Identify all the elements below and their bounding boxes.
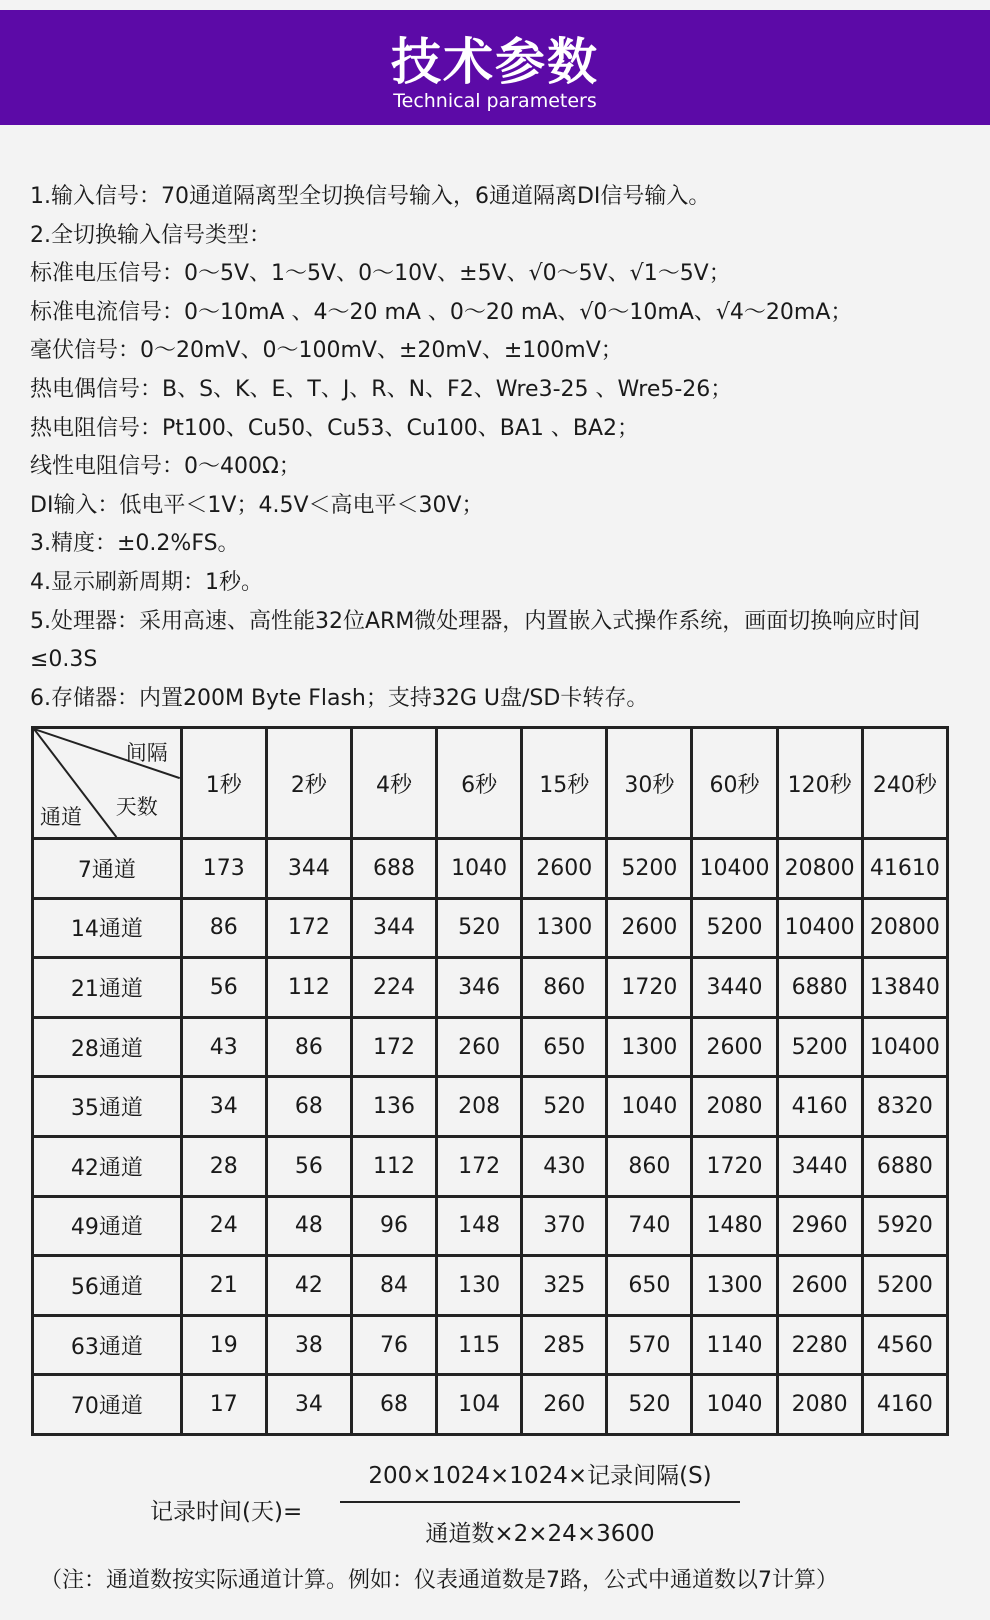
table-row <box>33 958 948 1018</box>
table-cell: 96 <box>351 1196 436 1256</box>
table-cell: 5200 <box>607 839 692 899</box>
spec-line: DI输入：低电平＜1V；4.5V＜高电平＜30V； <box>30 492 484 518</box>
spec-line: 标准电流信号：0～10mA 、4～20 mA 、0～20 mA、√0～10mA、√4～20mA； <box>30 299 853 325</box>
table-cell: 6880 <box>862 1136 947 1196</box>
row-label: 49通道 <box>33 1196 182 1256</box>
column-header: 60秒 <box>692 728 777 839</box>
spec-list <box>30 178 960 718</box>
spec-line: 4.显示刷新周期：1秒。 <box>30 569 263 595</box>
column-header: 6秒 <box>437 728 522 839</box>
table-cell: 10400 <box>777 898 862 958</box>
formula-numerator: 200×1024×1024×记录间隔(S) <box>368 1463 712 1489</box>
row-label: 28通道 <box>33 1017 182 1077</box>
table-cell: 370 <box>522 1196 607 1256</box>
table-cell: 24 <box>181 1196 266 1256</box>
column-header: 30秒 <box>607 728 692 839</box>
table-cell: 1300 <box>692 1256 777 1316</box>
table-cell: 1480 <box>692 1196 777 1256</box>
column-header: 1秒 <box>181 728 266 839</box>
table-row <box>33 898 948 958</box>
table-cell: 1720 <box>692 1136 777 1196</box>
table-cell: 148 <box>437 1196 522 1256</box>
table-cell: 48 <box>266 1196 351 1256</box>
table-cell: 5920 <box>862 1196 947 1256</box>
spec-line: 3.精度：±0.2%FS。 <box>30 531 240 557</box>
table-cell: 2280 <box>777 1315 862 1375</box>
table-cell: 1040 <box>607 1077 692 1137</box>
table-cell: 4560 <box>862 1315 947 1375</box>
table-cell: 10400 <box>692 839 777 899</box>
table-cell: 21 <box>181 1256 266 1316</box>
table-cell: 260 <box>522 1375 607 1435</box>
table-cell: 136 <box>351 1077 436 1137</box>
row-label: 14通道 <box>33 898 182 958</box>
footnote: （注：通道数按实际通道计算。例如：仪表通道数是7路，公式中通道数以7计算） <box>40 1568 838 1593</box>
table-cell: 430 <box>522 1136 607 1196</box>
table-cell: 172 <box>437 1136 522 1196</box>
table-cell: 84 <box>351 1256 436 1316</box>
table-cell: 224 <box>351 958 436 1018</box>
table-cell: 860 <box>522 958 607 1018</box>
row-label: 56通道 <box>33 1256 182 1316</box>
table-cell: 112 <box>351 1136 436 1196</box>
table-cell: 2600 <box>522 839 607 899</box>
spec-line: 热电偶信号：B、S、K、E、T、J、R、N、F2、Wre3-25 、Wre5-26； <box>30 376 733 402</box>
header-banner <box>0 10 990 125</box>
table-cell: 2600 <box>777 1256 862 1316</box>
table-row <box>33 1375 948 1435</box>
table-cell: 19 <box>181 1315 266 1375</box>
table-row <box>33 1136 948 1196</box>
corner-interval-label: 间隔 <box>125 741 168 765</box>
table-cell: 4160 <box>862 1375 947 1435</box>
table-cell: 17 <box>181 1375 266 1435</box>
column-header: 4秒 <box>351 728 436 839</box>
table-cell: 130 <box>437 1256 522 1316</box>
table-cell: 1720 <box>607 958 692 1018</box>
spec-line: 5.处理器：采用高速、高性能32位ARM微处理器，内置嵌入式操作系统，画面切换响应时间≤0.3S <box>30 608 921 673</box>
table-cell: 344 <box>351 898 436 958</box>
table-cell: 520 <box>437 898 522 958</box>
table-row <box>33 1017 948 1077</box>
column-header: 120秒 <box>777 728 862 839</box>
table-row <box>33 1315 948 1375</box>
formula-denominator: 通道数×2×24×3600 <box>425 1521 655 1547</box>
column-header: 15秒 <box>522 728 607 839</box>
row-label: 70通道 <box>33 1375 182 1435</box>
table-cell: 43 <box>181 1017 266 1077</box>
table-cell: 1140 <box>692 1315 777 1375</box>
table-cell: 20800 <box>777 839 862 899</box>
table-cell: 20800 <box>862 898 947 958</box>
table-cell: 260 <box>437 1017 522 1077</box>
table-cell: 688 <box>351 839 436 899</box>
table-cell: 1300 <box>522 898 607 958</box>
table-row <box>33 1196 948 1256</box>
table-cell: 2080 <box>777 1375 862 1435</box>
table-cell: 34 <box>266 1375 351 1435</box>
table-cell: 172 <box>351 1017 436 1077</box>
table-cell: 3440 <box>692 958 777 1018</box>
table-cell: 42 <box>266 1256 351 1316</box>
table-cell: 172 <box>266 898 351 958</box>
table-cell: 41610 <box>862 839 947 899</box>
spec-line: 2.全切换输入信号类型： <box>30 222 271 248</box>
table-cell: 38 <box>266 1315 351 1375</box>
table-cell: 1040 <box>437 839 522 899</box>
page-subtitle: Technical parameters <box>393 90 597 112</box>
table-cell: 28 <box>181 1136 266 1196</box>
table-cell: 86 <box>181 898 266 958</box>
table-cell: 346 <box>437 958 522 1018</box>
row-label: 63通道 <box>33 1315 182 1375</box>
row-label: 42通道 <box>33 1136 182 1196</box>
table-cell: 520 <box>607 1375 692 1435</box>
table-cell: 344 <box>266 839 351 899</box>
table-cell: 8320 <box>862 1077 947 1137</box>
fraction-bar <box>340 1501 740 1503</box>
spec-line: 线性电阻信号：0～400Ω； <box>30 454 301 480</box>
table-cell: 1300 <box>607 1017 692 1077</box>
table-row <box>33 839 948 899</box>
corner-channel-label: 通道 <box>40 805 82 830</box>
table-cell: 173 <box>181 839 266 899</box>
spec-line: 热电阻信号：Pt100、Cu50、Cu53、Cu100、BA1 、BA2； <box>30 415 640 441</box>
table-cell: 6880 <box>777 958 862 1018</box>
table-cell: 5200 <box>692 898 777 958</box>
table-row <box>33 1256 948 1316</box>
table-cell: 5200 <box>862 1256 947 1316</box>
record-time-formula <box>150 1455 750 1565</box>
row-label: 35通道 <box>33 1077 182 1137</box>
table-cell: 2080 <box>692 1077 777 1137</box>
table-cell: 34 <box>181 1077 266 1137</box>
page-title: 技术参数 <box>391 33 599 91</box>
table-cell: 115 <box>437 1315 522 1375</box>
column-header: 240秒 <box>862 728 947 839</box>
formula-lhs: 记录时间(天)= <box>150 1499 303 1525</box>
corner-days-label: 天数 <box>115 795 158 819</box>
column-header: 2秒 <box>266 728 351 839</box>
table-cell: 86 <box>266 1017 351 1077</box>
table-header-row <box>33 728 948 839</box>
table-cell: 860 <box>607 1136 692 1196</box>
table-cell: 285 <box>522 1315 607 1375</box>
table-cell: 650 <box>607 1256 692 1316</box>
spec-line: 1.输入信号：70通道隔离型全切换信号输入，6通道隔离DI信号输入。 <box>30 184 711 209</box>
table-cell: 2600 <box>607 898 692 958</box>
table-cell: 740 <box>607 1196 692 1256</box>
table-cell: 4160 <box>777 1077 862 1137</box>
table-body <box>33 839 948 1435</box>
table-cell: 112 <box>266 958 351 1018</box>
table-cell: 2600 <box>692 1017 777 1077</box>
table-cell: 570 <box>607 1315 692 1375</box>
table-cell: 56 <box>266 1136 351 1196</box>
table-cell: 1040 <box>692 1375 777 1435</box>
table-cell: 68 <box>351 1375 436 1435</box>
table-cell: 325 <box>522 1256 607 1316</box>
table-cell: 76 <box>351 1315 436 1375</box>
table-cell: 208 <box>437 1077 522 1137</box>
table-cell: 13840 <box>862 958 947 1018</box>
table-cell: 104 <box>437 1375 522 1435</box>
row-label: 21通道 <box>33 958 182 1018</box>
table-cell: 650 <box>522 1017 607 1077</box>
table-cell: 2960 <box>777 1196 862 1256</box>
table-corner-cell <box>33 728 182 839</box>
table-cell: 56 <box>181 958 266 1018</box>
spec-line: 标准电压信号：0～5V、1～5V、0～10V、±5V、√0～5V、√1～5V； <box>30 261 731 287</box>
table-cell: 3440 <box>777 1136 862 1196</box>
table-cell: 520 <box>522 1077 607 1137</box>
table-cell: 5200 <box>777 1017 862 1077</box>
table-row <box>33 1077 948 1137</box>
row-label: 7通道 <box>33 839 182 899</box>
table-cell: 68 <box>266 1077 351 1137</box>
spec-line: 毫伏信号：0～20mV、0～100mV、±20mV、±100mV； <box>30 338 623 364</box>
storage-duration-table <box>31 726 949 1436</box>
spec-line: 6.存储器：内置200M Byte Flash；支持32G U盘/SD卡转存。 <box>30 685 649 711</box>
table-cell: 10400 <box>862 1017 947 1077</box>
